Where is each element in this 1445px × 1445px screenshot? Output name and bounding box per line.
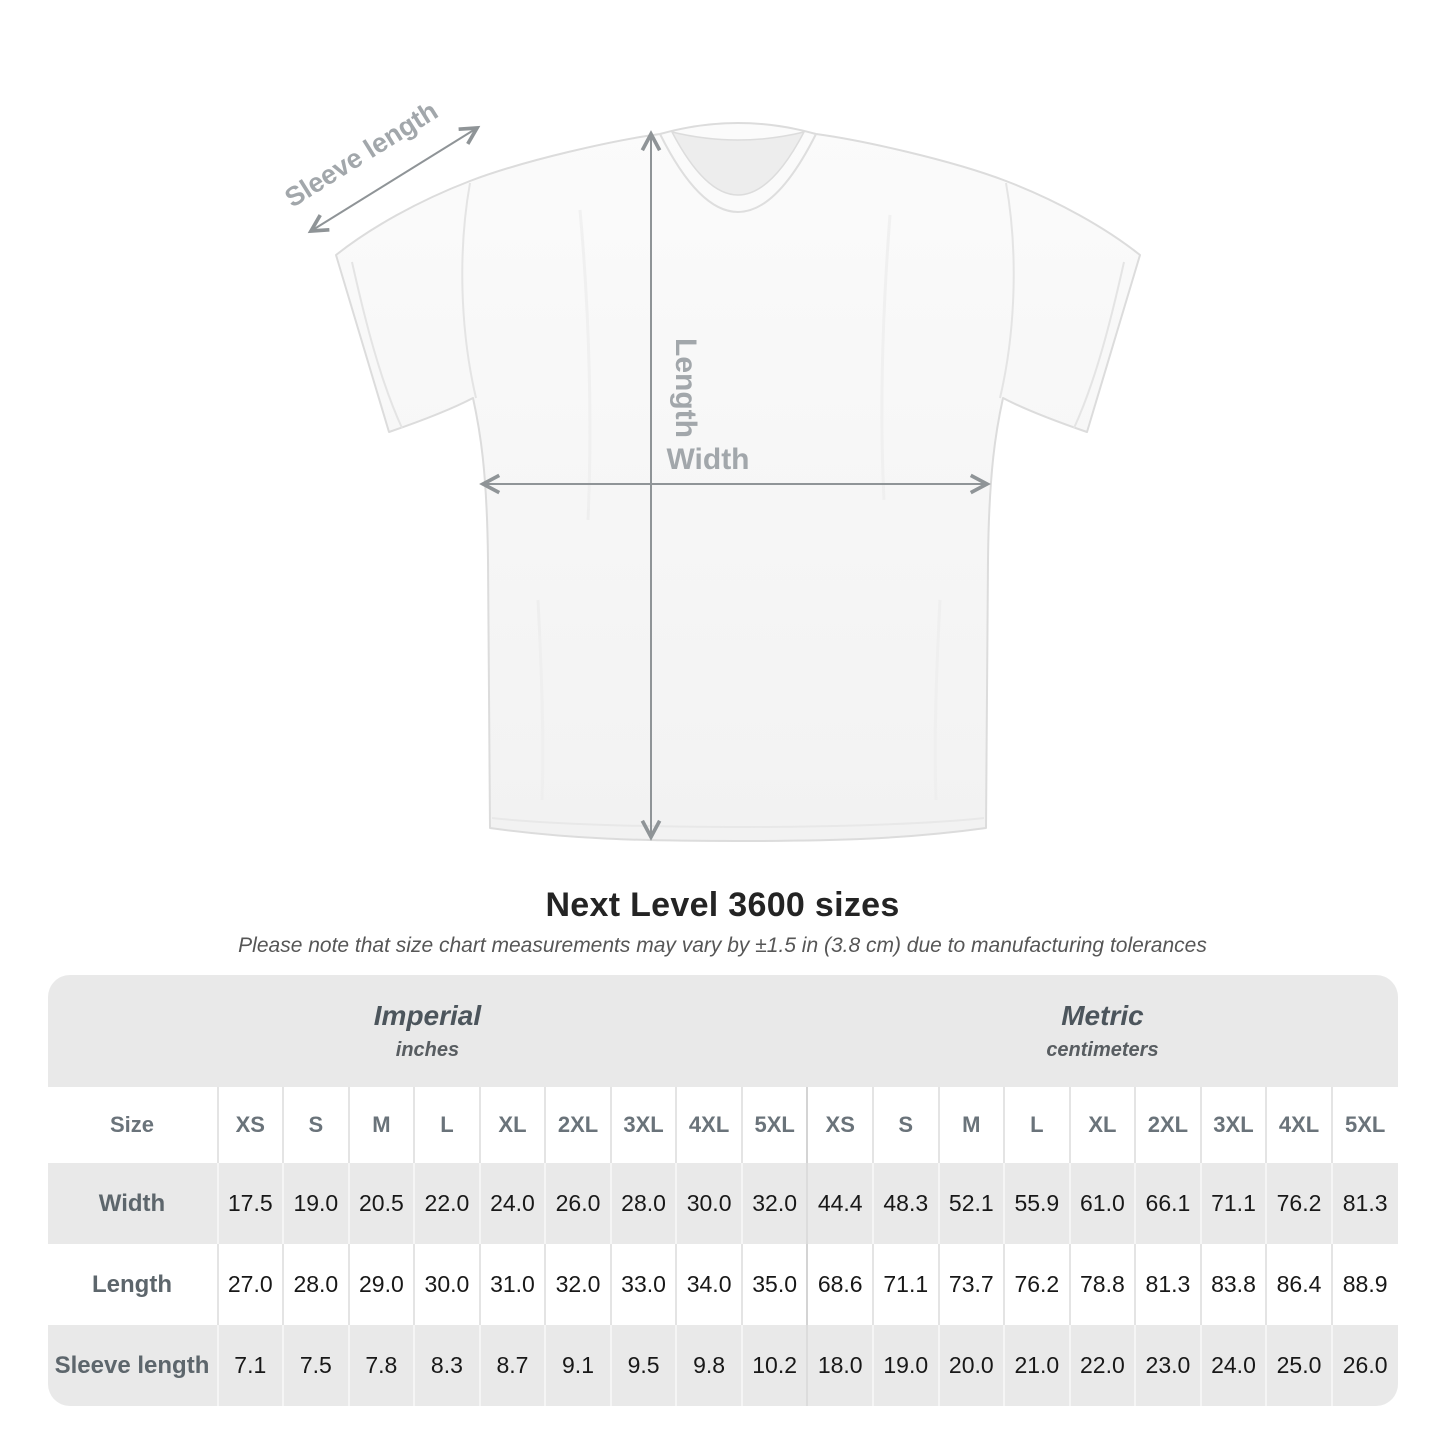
imperial-group-unit: inches (395, 1039, 460, 1061)
size-column-header: M (349, 1087, 415, 1163)
size-column-header: 3XL (611, 1087, 677, 1163)
value-cell: 19.0 (873, 1325, 939, 1406)
value-cell: 8.7 (480, 1325, 546, 1406)
value-cell: 23.0 (1135, 1325, 1201, 1406)
table-row (48, 1325, 1398, 1406)
value-cell: 55.9 (1004, 1163, 1070, 1244)
value-cell: 7.8 (349, 1325, 415, 1406)
value-cell: 78.8 (1070, 1244, 1136, 1325)
value-cell: 83.8 (1201, 1244, 1267, 1325)
value-cell: 20.5 (349, 1163, 415, 1244)
size-column-header: S (873, 1087, 939, 1163)
value-cell: 71.1 (1201, 1163, 1267, 1244)
value-cell: 34.0 (676, 1244, 742, 1325)
size-column-header: 5XL (742, 1087, 808, 1163)
value-cell: 30.0 (676, 1163, 742, 1244)
value-cell: 35.0 (742, 1244, 808, 1325)
size-column-header: 2XL (1135, 1087, 1201, 1163)
value-cell: 68.6 (807, 1244, 873, 1325)
size-column-header: S (283, 1087, 349, 1163)
metric-group-header (807, 975, 1397, 1087)
size-column-header: L (1004, 1087, 1070, 1163)
value-cell: 22.0 (414, 1163, 480, 1244)
value-cell: 26.0 (1332, 1325, 1398, 1406)
width-label: Width (666, 443, 750, 476)
value-cell: 26.0 (545, 1163, 611, 1244)
row-label: Sleeve length (54, 1351, 210, 1379)
size-column-header: XS (807, 1087, 873, 1163)
tshirt-illustration (336, 123, 1140, 841)
value-cell: 81.3 (1332, 1163, 1398, 1244)
size-column-header: XL (480, 1087, 546, 1163)
value-cell: 7.5 (283, 1325, 349, 1406)
value-cell: 28.0 (611, 1163, 677, 1244)
row-label: Width (98, 1189, 166, 1217)
size-column-header: 5XL (1332, 1087, 1398, 1163)
size-column-header: L (414, 1087, 480, 1163)
value-cell: 19.0 (283, 1163, 349, 1244)
value-cell: 76.2 (1266, 1163, 1332, 1244)
size-column-header: 2XL (545, 1087, 611, 1163)
value-cell: 24.0 (1201, 1325, 1267, 1406)
value-cell: 76.2 (1004, 1244, 1070, 1325)
value-cell: 9.8 (676, 1325, 742, 1406)
size-chart-table (48, 975, 1398, 1406)
metric-group-unit: centimeters (1046, 1039, 1159, 1061)
size-column-header: M (939, 1087, 1005, 1163)
value-cell: 18.0 (807, 1325, 873, 1406)
value-cell: 48.3 (873, 1163, 939, 1244)
page-title: Next Level 3600 sizes (545, 886, 900, 924)
table-row (48, 1244, 1398, 1325)
value-cell: 29.0 (349, 1244, 415, 1325)
size-column-header: 4XL (1266, 1087, 1332, 1163)
value-cell: 32.0 (545, 1244, 611, 1325)
imperial-group-header (48, 975, 808, 1087)
size-column-header: XS (218, 1087, 284, 1163)
value-cell: 86.4 (1266, 1244, 1332, 1325)
table-row (48, 1163, 1398, 1244)
value-cell: 25.0 (1266, 1325, 1332, 1406)
value-cell: 9.5 (611, 1325, 677, 1406)
value-cell: 71.1 (873, 1244, 939, 1325)
size-table-container (48, 975, 1398, 1406)
row-label: Length (92, 1270, 172, 1298)
value-cell: 32.0 (742, 1163, 808, 1244)
metric-group-label: Metric (1061, 1000, 1144, 1031)
sleeve-length-label: Sleeve length (279, 95, 443, 214)
size-row-header: Size (109, 1112, 155, 1137)
value-cell: 7.1 (218, 1325, 284, 1406)
value-cell: 31.0 (480, 1244, 546, 1325)
tolerance-note: Please note that size chart measurements may vary by ±1.5 in (3.8 cm) due to manufacturing tolerances (238, 934, 1207, 957)
value-cell: 21.0 (1004, 1325, 1070, 1406)
imperial-group-label: Imperial (373, 1000, 482, 1031)
value-cell: 33.0 (611, 1244, 677, 1325)
value-cell: 9.1 (545, 1325, 611, 1406)
measurement-rows (48, 1163, 1398, 1406)
value-cell: 8.3 (414, 1325, 480, 1406)
size-column-header: XL (1070, 1087, 1136, 1163)
value-cell: 81.3 (1135, 1244, 1201, 1325)
size-header-row (48, 1087, 1398, 1163)
size-column-header: 4XL (676, 1087, 742, 1163)
value-cell: 17.5 (218, 1163, 284, 1244)
value-cell: 20.0 (939, 1325, 1005, 1406)
value-cell: 52.1 (939, 1163, 1005, 1244)
value-cell: 24.0 (480, 1163, 546, 1244)
size-column-header: 3XL (1201, 1087, 1267, 1163)
value-cell: 10.2 (742, 1325, 808, 1406)
value-cell: 61.0 (1070, 1163, 1136, 1244)
value-cell: 66.1 (1135, 1163, 1201, 1244)
value-cell: 22.0 (1070, 1325, 1136, 1406)
value-cell: 44.4 (807, 1163, 873, 1244)
value-cell: 73.7 (939, 1244, 1005, 1325)
value-cell: 28.0 (283, 1244, 349, 1325)
value-cell: 88.9 (1332, 1244, 1398, 1325)
value-cell: 30.0 (414, 1244, 480, 1325)
unit-group-header-row (48, 975, 1398, 1087)
value-cell: 27.0 (218, 1244, 284, 1325)
length-label: Length (669, 338, 702, 438)
